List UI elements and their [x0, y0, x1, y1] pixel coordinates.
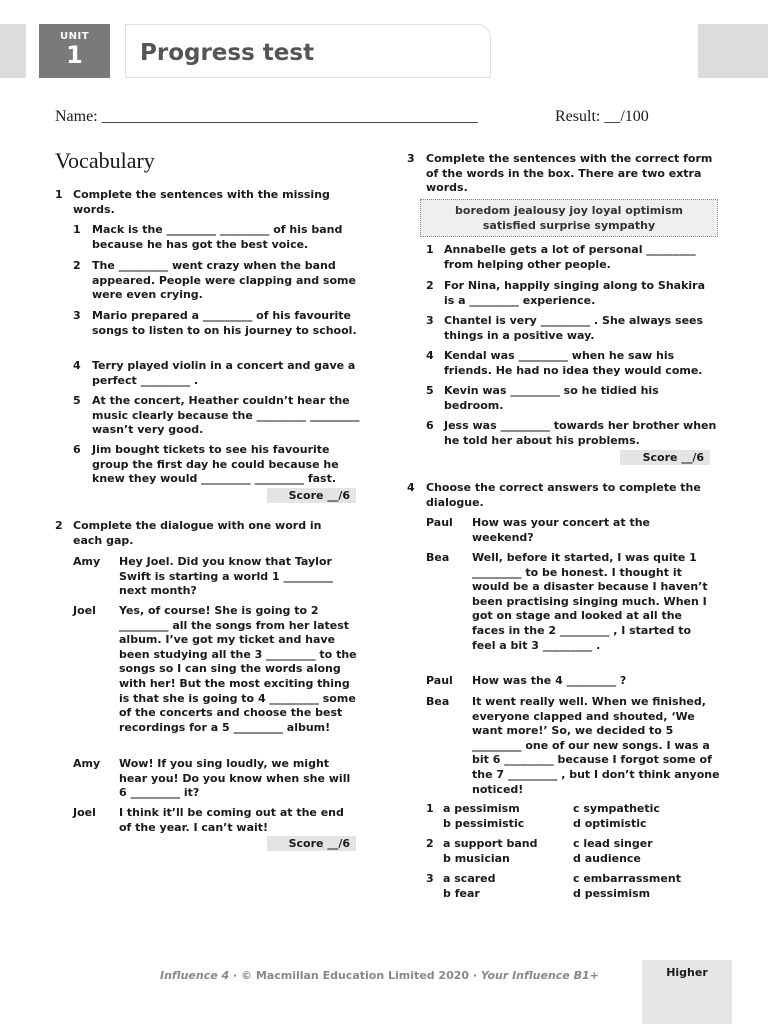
- question-item: Mario prepared a _________ of his favourite songs to listen to on his journey to school.: [92, 309, 357, 337]
- score-box: Score __/6: [620, 450, 710, 465]
- question-item: For Nina, happily singing along to Shakira is a _________ experience.: [444, 279, 706, 307]
- answer-option: a support band: [443, 837, 538, 850]
- score-box: Score __/6: [267, 488, 356, 503]
- dialogue-line: Hey Joel. Did you know that Taylor Swift is starting a world 1 _________ next month?: [119, 555, 333, 598]
- dialogue-line: How was the 4 _________ ?: [472, 674, 627, 687]
- exercise-instruction: Choose the correct answers to complete the dialogue.: [426, 481, 701, 509]
- answer-option: d optimistic: [573, 817, 647, 830]
- question-item: Jess was _________ towards her brother when he told her about his problems.: [444, 419, 717, 447]
- word-box-line: boredom jealousy joy loyal optimism: [455, 204, 683, 217]
- answer-option: b fear: [443, 887, 480, 900]
- item-number: 3: [426, 314, 434, 327]
- level-box: [642, 960, 732, 1024]
- item-number: 2: [73, 259, 81, 272]
- exercise-instruction: Complete the sentences with the missing words.: [73, 188, 330, 216]
- exercise-instruction: Complete the dialogue with one word in each gap.: [73, 519, 322, 547]
- speaker-name: Paul: [426, 674, 453, 687]
- question-item: Kendal was _________ when he saw his friends. He had no idea they would come.: [444, 349, 703, 377]
- answer-option: b pessimistic: [443, 817, 525, 830]
- exercise-number: 1: [55, 188, 63, 201]
- speaker-name: Joel: [73, 806, 96, 819]
- unit-number: 1: [66, 41, 83, 69]
- speaker-name: Paul: [426, 516, 453, 529]
- answer-option: d audience: [573, 852, 641, 865]
- question-item: Annabelle gets a lot of personal _________ from helping other people.: [444, 243, 696, 271]
- question-item: Kevin was _________ so he tidied his bedroom.: [444, 384, 659, 412]
- speaker-name: Amy: [73, 757, 101, 770]
- question-item: Mack is the _________ _________ of his band because he has got the best voice.: [92, 223, 343, 251]
- question-item: The _________ went crazy when the band appeared. People were clapping and some were even crying.: [92, 259, 356, 302]
- item-number: 6: [73, 443, 81, 456]
- section-heading: Vocabulary: [55, 148, 155, 173]
- answer-option: a pessimism: [443, 802, 520, 815]
- title-box: [125, 24, 491, 78]
- speaker-name: Bea: [426, 551, 450, 564]
- dialogue-line: I think it’ll be coming out at the end of the year. I can’t wait!: [119, 806, 344, 834]
- item-number: 5: [73, 394, 81, 407]
- footer-book: Influence 4: [160, 969, 230, 982]
- speaker-name: Bea: [426, 695, 450, 708]
- item-number: 1: [426, 243, 434, 256]
- footer-copyright: [160, 969, 599, 982]
- item-number: 3: [73, 309, 81, 322]
- unit-label: UNIT: [59, 31, 90, 42]
- answer-option: c embarrassment: [573, 872, 681, 885]
- item-number: 1: [73, 223, 81, 236]
- name-line: Name: _______________________________________________: [55, 108, 478, 125]
- answer-number: 3: [426, 872, 434, 885]
- dialogue-line: Well, before it started, I was quite 1 _________ to be honest. I thought it would be a disaster because I haven’t been practising singing much. When I got on stage and looked at all the faces in the 2 _________ , I started to feel a bit 3 _________ .: [472, 551, 708, 652]
- footer-publisher: · © Macmillan Education Limited 2020 ·: [229, 969, 481, 982]
- answer-number: 1: [426, 802, 434, 815]
- item-number: 4: [73, 359, 81, 372]
- speaker-name: Joel: [73, 604, 96, 617]
- answer-option: a scared: [443, 872, 496, 885]
- exercise-number: 3: [407, 152, 415, 165]
- question-item: Terry played violin in a concert and gave a perfect _________ .: [92, 359, 356, 387]
- answer-option: c sympathetic: [573, 802, 660, 815]
- unit-badge: [39, 24, 110, 78]
- answer-option: d pessimism: [573, 887, 651, 900]
- dialogue-line: Yes, of course! She is going to 2 _________ all the songs from her latest album. I’ve got my ticket and have been studying all the 3 _________ to the songs so I can sing the words along with her! But the most exciting thing is that she is going to 4 _________ some of the concerts and choose the best recordings for a 5 _________ album!: [119, 604, 357, 734]
- item-number: 6: [426, 419, 434, 432]
- right-grey-tab: [698, 24, 768, 78]
- footer-course: Your Influence B1+: [480, 969, 599, 982]
- dialogue-line: It went really well. When we finished, everyone clapped and shouted, ‘We want more!’ So, we decided to 5 _________ one of our new songs. I was a bit 6 _________ because I forgot some of the 7 _________ , but I don’t think anyone noticed!: [472, 695, 720, 796]
- speaker-name: Amy: [73, 555, 101, 568]
- left-grey-tab: [0, 24, 26, 78]
- score-box: Score __/6: [267, 836, 356, 851]
- page-title: Progress test: [140, 40, 315, 66]
- word-box: [420, 199, 718, 237]
- answer-option: c lead singer: [573, 837, 653, 850]
- exercise-number: 4: [407, 481, 415, 494]
- exercise-instruction: Complete the sentences with the correct form of the words in the box. There are two extra words.: [426, 152, 713, 195]
- question-item: Jim bought tickets to see his favourite group the first day he could because he knew they would _________ _________ fast.: [92, 443, 339, 486]
- word-box-line: satisfied surprise sympathy: [482, 219, 656, 232]
- item-number: 4: [426, 349, 434, 362]
- answer-option: b musician: [443, 852, 510, 865]
- result-line: Result: __/100: [555, 108, 649, 125]
- question-item: At the concert, Heather couldn’t hear the music clearly because the _________ _________ wasn’t very good.: [92, 394, 360, 437]
- dialogue-line: Wow! If you sing loudly, we might hear you! Do you know when she will 6 _________ it?: [119, 757, 351, 800]
- exercise-number: 2: [55, 519, 63, 532]
- item-number: 2: [426, 279, 434, 292]
- dialogue-line: How was your concert at the weekend?: [472, 516, 650, 544]
- answer-number: 2: [426, 837, 434, 850]
- question-item: Chantel is very _________ . She always sees things in a positive way.: [444, 314, 704, 342]
- level-label: Higher: [666, 966, 708, 979]
- item-number: 5: [426, 384, 434, 397]
